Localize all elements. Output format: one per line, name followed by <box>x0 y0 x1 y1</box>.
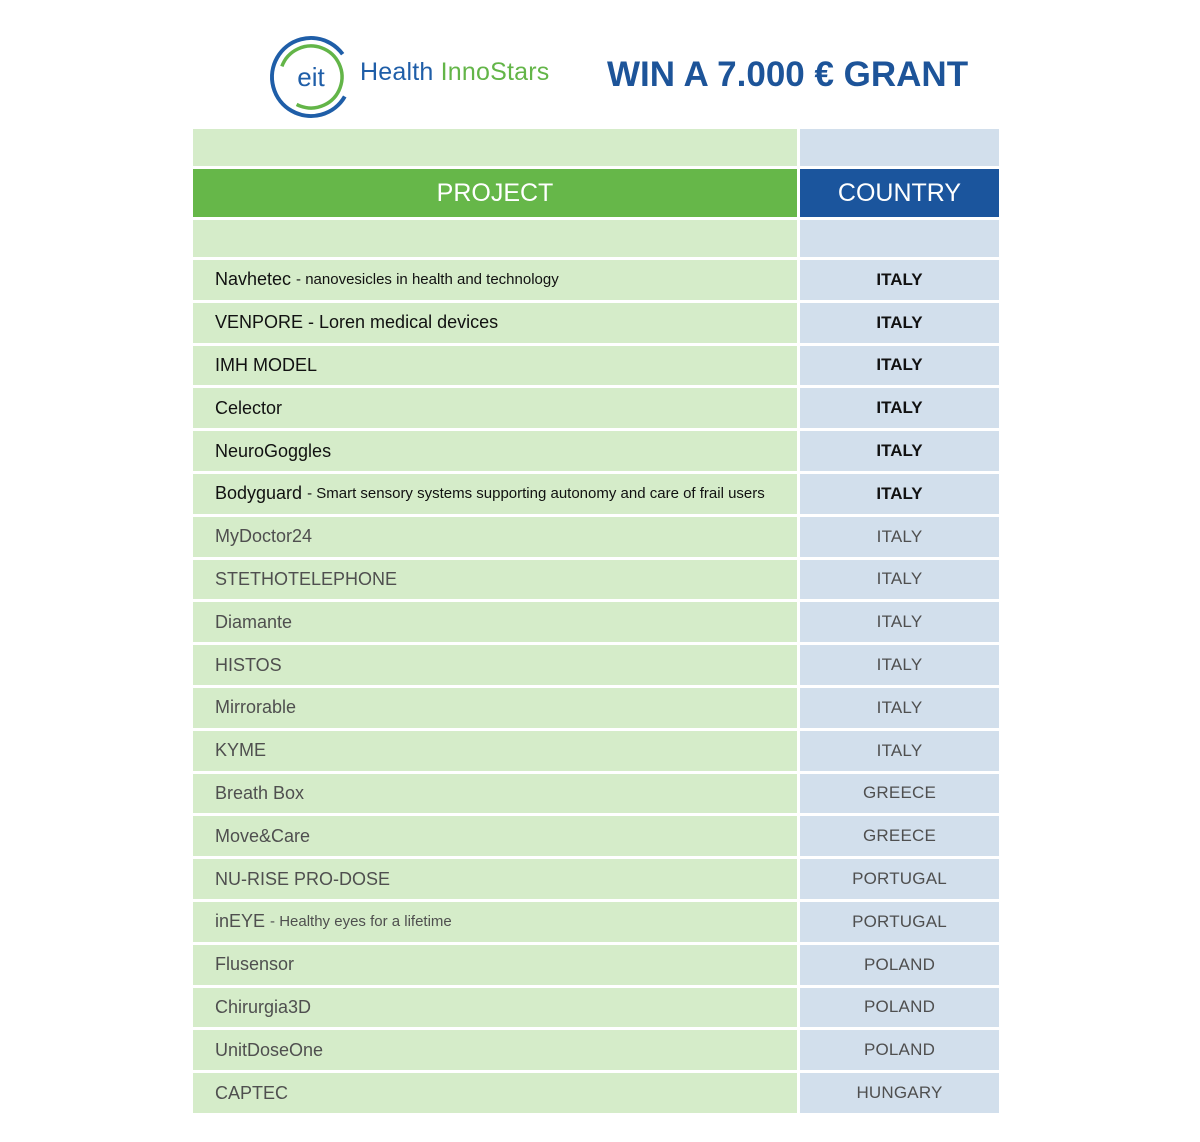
project-cell <box>193 388 797 428</box>
project-name: Chirurgia3D <box>215 996 312 1017</box>
project-cell <box>193 688 797 728</box>
project-cell <box>193 346 797 386</box>
project-name: Celector <box>215 397 283 418</box>
project-name: NU-RISE PRO-DOSE <box>215 868 391 889</box>
table-header-row <box>193 169 999 217</box>
project-name: Mirrorable <box>215 697 297 718</box>
project-cell <box>193 474 797 514</box>
project-cell <box>193 859 797 899</box>
project-description: - Smart sensory systems supporting autonomy and care of frail users <box>307 485 765 503</box>
project-cell <box>193 260 797 300</box>
table-row <box>193 859 999 899</box>
project-name: Navhetec <box>215 269 292 290</box>
table-row <box>193 688 999 728</box>
project-cell <box>193 560 797 600</box>
table-row <box>193 774 999 814</box>
project-cell <box>193 602 797 642</box>
project-description: - Healthy eyes for a lifetime <box>270 913 452 931</box>
project-name: HISTOS <box>215 654 282 675</box>
project-name: IMH MODEL <box>215 354 318 375</box>
project-cell <box>193 517 797 557</box>
project-cell <box>193 431 797 471</box>
table-row <box>193 645 999 685</box>
logo-mark-text: eit <box>297 62 325 92</box>
table-body <box>193 260 999 1113</box>
country-cell: ITALY <box>800 303 999 343</box>
brand-secondary: InnoStars <box>440 58 550 86</box>
country-cell: POLAND <box>800 988 999 1028</box>
table-row <box>193 431 999 471</box>
country-cell: ITALY <box>800 602 999 642</box>
page-header <box>0 0 1200 130</box>
country-cell: HUNGARY <box>800 1073 999 1113</box>
project-cell <box>193 731 797 771</box>
country-cell: ITALY <box>800 388 999 428</box>
project-name: Move&Care <box>215 825 311 846</box>
project-name: KYME <box>215 740 267 761</box>
page-title: WIN A 7.000 € GRANT <box>607 55 969 94</box>
project-name: Bodyguard <box>215 483 303 504</box>
table-row <box>193 902 999 942</box>
country-cell: ITALY <box>800 517 999 557</box>
projects-table <box>193 129 999 1113</box>
table-spacer-top <box>193 129 999 166</box>
eit-logo-icon <box>268 34 354 120</box>
country-cell: ITALY <box>800 346 999 386</box>
project-cell <box>193 303 797 343</box>
country-cell: PORTUGAL <box>800 902 999 942</box>
country-cell: GREECE <box>800 816 999 856</box>
table-row <box>193 303 999 343</box>
brand-primary: Health <box>360 58 434 86</box>
project-name: inEYE <box>215 911 266 932</box>
table-row <box>193 1030 999 1070</box>
country-cell: ITALY <box>800 260 999 300</box>
table-spacer-bottom <box>193 220 999 257</box>
table-row <box>193 945 999 985</box>
project-cell <box>193 1030 797 1070</box>
table-row <box>193 474 999 514</box>
project-cell <box>193 945 797 985</box>
project-cell <box>193 902 797 942</box>
country-cell: GREECE <box>800 774 999 814</box>
project-name: VENPORE - Loren medical devices <box>215 312 499 333</box>
table-row <box>193 731 999 771</box>
project-cell <box>193 816 797 856</box>
project-name: Flusensor <box>215 954 295 975</box>
table-row <box>193 346 999 386</box>
project-cell <box>193 1073 797 1113</box>
project-cell <box>193 988 797 1028</box>
country-cell: ITALY <box>800 474 999 514</box>
country-cell: ITALY <box>800 688 999 728</box>
table-row <box>193 988 999 1028</box>
brand-name <box>360 58 549 87</box>
table-row <box>193 388 999 428</box>
project-name: Breath Box <box>215 782 305 803</box>
project-name: STETHOTELEPHONE <box>215 568 398 589</box>
country-cell: POLAND <box>800 945 999 985</box>
country-cell: ITALY <box>800 645 999 685</box>
column-header-project: PROJECT <box>193 169 797 217</box>
country-cell: ITALY <box>800 431 999 471</box>
table-row <box>193 517 999 557</box>
table-row <box>193 560 999 600</box>
column-header-country: COUNTRY <box>800 169 999 217</box>
project-description: - nanovesicles in health and technology <box>296 271 559 289</box>
project-name: NeuroGoggles <box>215 440 332 461</box>
project-cell <box>193 774 797 814</box>
table-row <box>193 1073 999 1113</box>
country-cell: POLAND <box>800 1030 999 1070</box>
country-cell: ITALY <box>800 560 999 600</box>
country-cell: ITALY <box>800 731 999 771</box>
country-cell: PORTUGAL <box>800 859 999 899</box>
table-row <box>193 602 999 642</box>
project-name: MyDoctor24 <box>215 526 313 547</box>
project-name: Diamante <box>215 611 293 632</box>
project-name: CAPTEC <box>215 1082 289 1103</box>
project-cell <box>193 645 797 685</box>
project-name: UnitDoseOne <box>215 1039 324 1060</box>
table-row <box>193 816 999 856</box>
table-row <box>193 260 999 300</box>
